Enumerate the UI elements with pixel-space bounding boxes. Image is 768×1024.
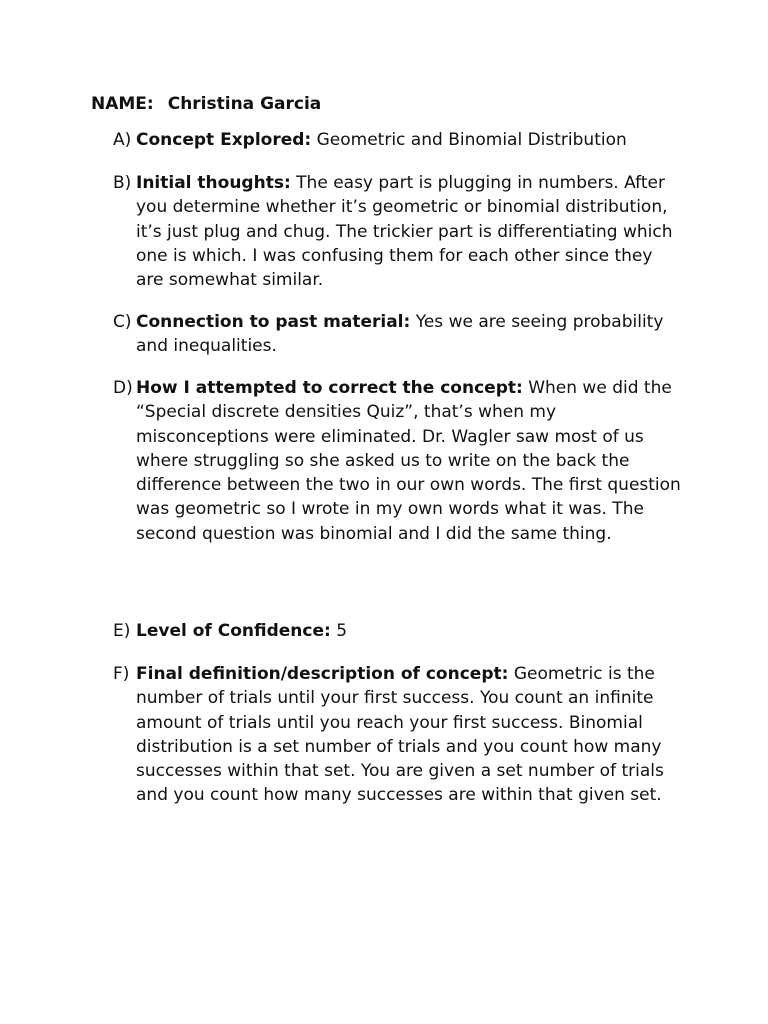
item-how-attempted-correct (113, 376, 683, 546)
item-heading: Concept Explored: (136, 130, 312, 150)
item-letter: C) (113, 312, 132, 332)
item-letter: B) (113, 173, 132, 193)
item-letter: A) (113, 130, 132, 150)
item-text: Geometric and Binomial Distribution (316, 130, 627, 150)
item-text: Yes we are seeing probability and inequalities. (136, 312, 664, 357)
item-heading: How I attempted to correct the concept: (136, 378, 523, 398)
item-concept-explored (113, 128, 683, 152)
item-heading: Level of Confidence: (136, 621, 331, 641)
item-body (136, 171, 683, 292)
item-text: Geometric is the number of trials until your first success. You count an infinite amount of trials until you reach your first success. Binomial distribution is a set number of trials and you count how many successes within that set. You are given a set number of trials and you count how many successes are within that given set. (136, 664, 664, 806)
name-line (91, 92, 321, 116)
item-heading: Initial thoughts: (136, 173, 291, 193)
name-label: NAME: (91, 94, 154, 114)
item-text: When we did the “Special discrete densities Quiz”, that’s when my misconceptions were eliminated. Dr. Wagler saw most of us where struggling so she asked us to write on the back the difference between the two in our own words. The first question was geometric so I wrote in my own words what it was. The second question was binomial and I did the same thing. (136, 378, 681, 544)
item-letter: D) (113, 378, 133, 398)
item-initial-thoughts (113, 171, 683, 292)
item-text: The easy part is plugging in numbers. After you determine whether it’s geometric or binomial distribution, it’s just plug and chug. The trickier part is differentiating which one is which. I was confusing them for each other since they are somewhat similar. (136, 173, 673, 291)
item-heading: Connection to past material: (136, 312, 411, 332)
item-connection-past-material (113, 310, 683, 359)
item-heading: Final definition/description of concept: (136, 664, 509, 684)
item-body (136, 662, 683, 808)
item-final-definition (113, 662, 683, 808)
item-body (136, 376, 683, 546)
item-letter: F) (113, 664, 130, 684)
item-letter: E) (113, 621, 131, 641)
item-body (136, 310, 683, 359)
item-text: 5 (336, 621, 348, 641)
item-level-of-confidence (113, 619, 683, 643)
item-body (136, 619, 683, 643)
item-body (136, 128, 683, 152)
student-name: Christina Garcia (167, 94, 322, 114)
